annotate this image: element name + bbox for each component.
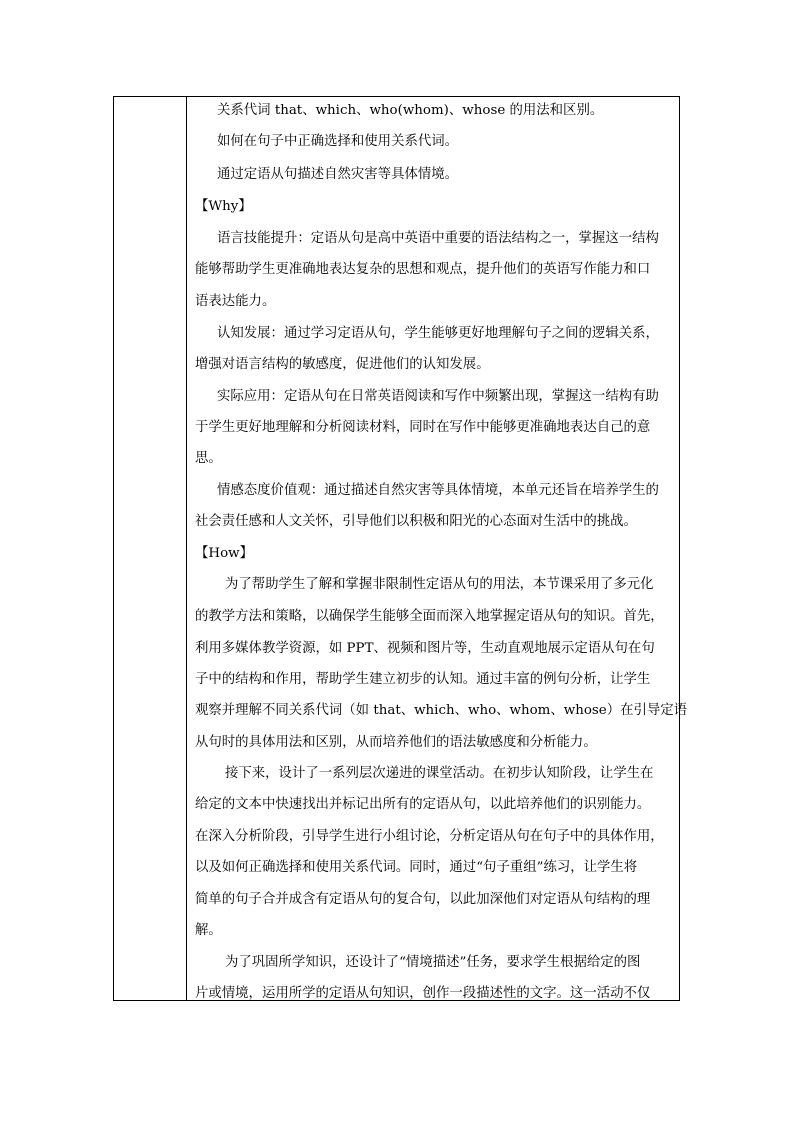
text-line: 在深入分析阶段，引导学生进行小组讨论，分析定语从句在句子中的具体作用，: [195, 829, 664, 844]
text-line: 利用多媒体教学资源，如 PPT、视频和图片等，生动直观地展示定语从句在句: [195, 641, 655, 656]
lesson-plan-table: [113, 96, 688, 1001]
text-line: 接下来，设计了一系列层次递进的课堂活动。在初步认知阶段，让学生在: [225, 766, 654, 781]
text-line: 以及如何正确选择和使用关系代词。同时，通过“句子重组”练习，让学生将: [195, 860, 638, 875]
text-line: 认知发展：通过学习定语从句，学生能够更好地理解句子之间的逻辑关系，: [217, 326, 659, 341]
text-line: 子中的结构和作用，帮助学生建立初步的认知。通过丰富的例句分析，让学生: [195, 672, 651, 687]
text-line: 简单的句子合并成含有定语从句的复合句，以此加深他们对定语从句结构的理: [195, 892, 651, 907]
text-line: 情感态度价值观：通过描述自然灾害等具体情境，本单元还旨在培养学生的: [217, 483, 659, 498]
text-line: 通过定语从句描述自然灾害等具体情境。: [217, 167, 459, 182]
column-divider: [186, 97, 187, 1000]
text-line: 为了巩固所学知识，还设计了“情境描述”任务，要求学生根据给定的图: [225, 955, 641, 970]
how-heading: 【How】: [195, 546, 253, 561]
text-line: 社会责任感和人文关怀，引导他们以积极和阳光的心态面对生活中的挑战。: [195, 514, 637, 529]
text-line: 语言技能提升：定语从句是高中英语中重要的语法结构之一，掌握这一结构: [217, 231, 659, 246]
text-line: 思。: [195, 451, 222, 466]
text-line: 实际应用：定语从句在日常英语阅读和写作中频繁出现，掌握这一结构有助: [217, 389, 659, 404]
text-line: 从句时的具体用法和区别，从而培养他们的语法敏感度和分析能力。: [195, 735, 597, 750]
text-line: 关系代词 that、which、who(whom)、whose 的用法和区别。: [217, 103, 604, 118]
text-line: 观察并理解不同关系代词（如 that、which、who、whom、whose）在引导定语: [195, 703, 688, 718]
text-line: 为了帮助学生了解和掌握非限制性定语从句的用法，本节课采用了多元化: [225, 577, 654, 592]
text-line: 给定的文本中快速找出并标记出所有的定语从句，以此培养他们的识别能力。: [195, 797, 651, 812]
text-line: 的教学方法和策略，以确保学生能够全面而深入地掌握定语从句的知识。首先，: [195, 609, 664, 624]
text-line: 于学生更好地理解和分析阅读材料，同时在写作中能够更准确地表达自己的意: [195, 420, 651, 435]
text-line: 解。: [195, 923, 222, 938]
text-line: 增强对语言结构的敏感度，促进他们的认知发展。: [195, 357, 490, 372]
text-line: 如何在句子中正确选择和使用关系代词。: [217, 134, 459, 149]
text-line: 语表达能力。: [195, 294, 276, 309]
why-heading: 【Why】: [195, 199, 252, 214]
text-line: 能够帮助学生更准确地表达复杂的思想和观点，提升他们的英语写作能力和口: [195, 262, 651, 277]
text-line: 片或情境，运用所学的定语从句知识，创作一段描述性的文字。这一活动不仅: [195, 986, 651, 1001]
